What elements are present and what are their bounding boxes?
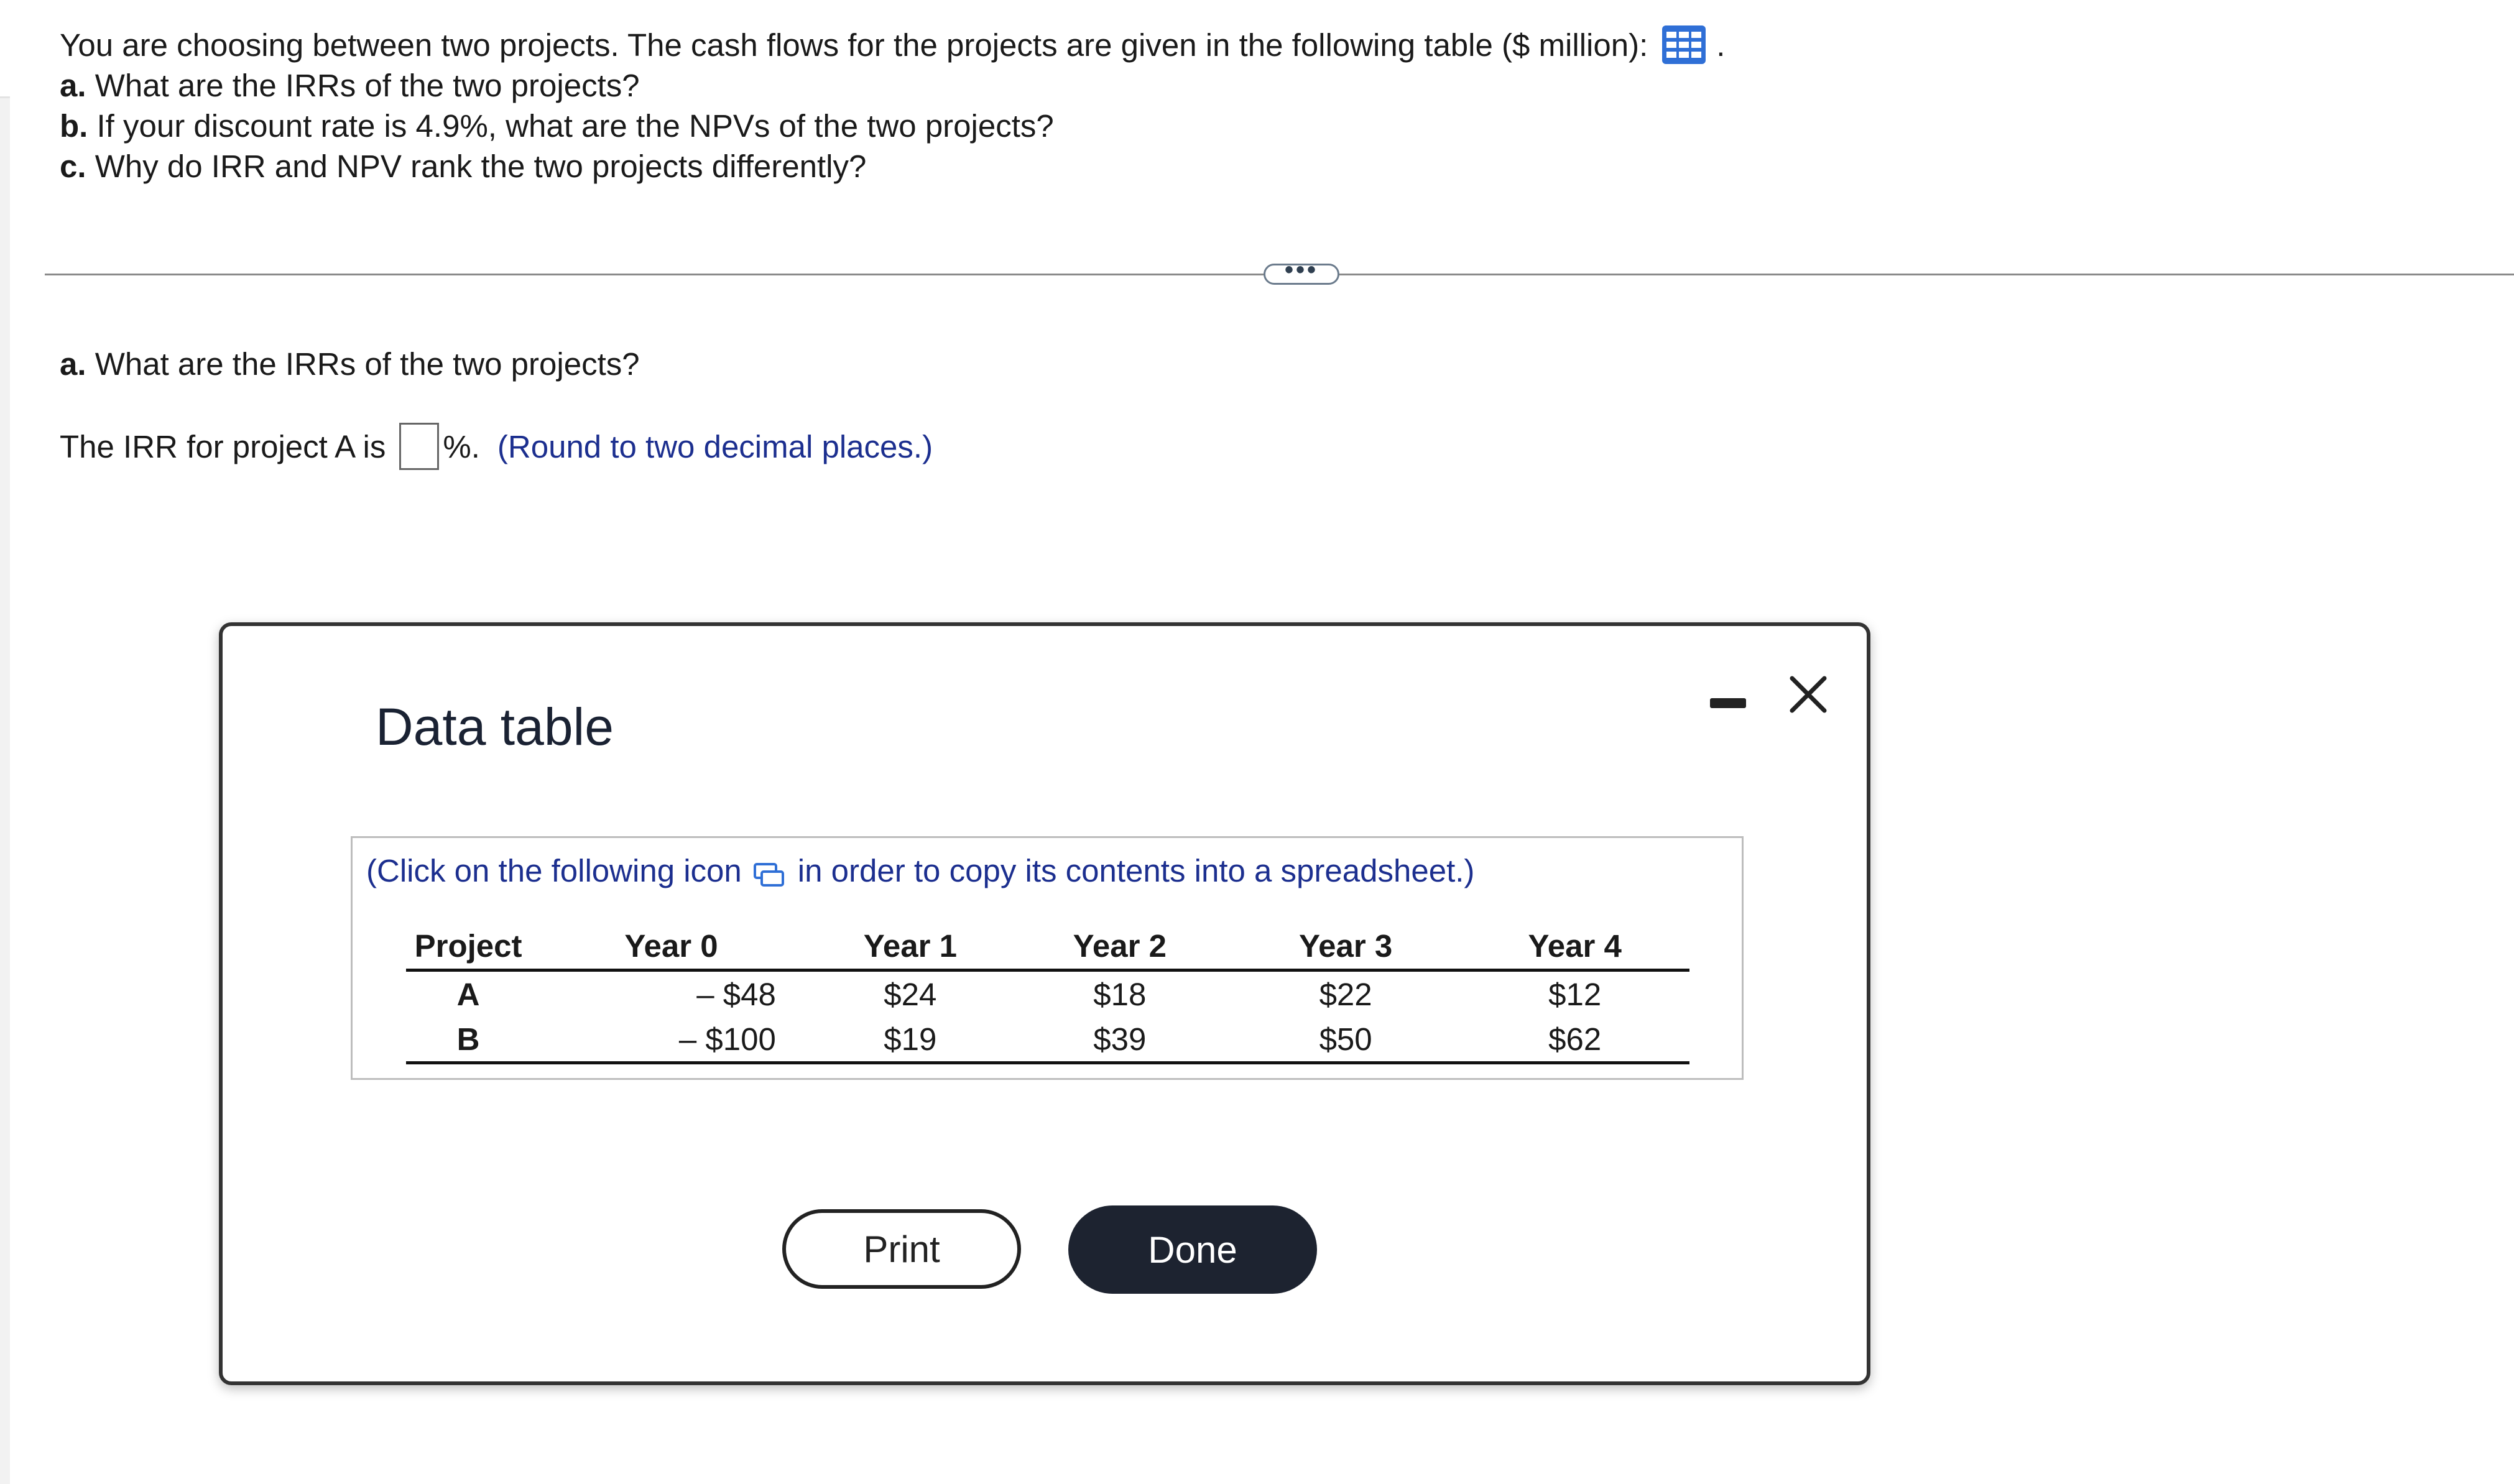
minimize-button[interactable]	[1710, 687, 1747, 717]
column-header: Year 0	[530, 923, 812, 970]
data-table-icon[interactable]	[1661, 25, 1706, 65]
project-cell: B	[406, 1016, 530, 1063]
column-header: Year 1	[812, 923, 1009, 970]
data-table-dialog	[219, 622, 1870, 1385]
question-intro-suffix: .	[1716, 27, 1726, 63]
question-intro: You are choosing between two projects. The cash flows for the projects are given in the following table ($ million):	[60, 27, 1648, 63]
irr-answer-line	[60, 423, 933, 470]
year0-cell: – $48	[696, 976, 776, 1012]
year3-cell: $50	[1231, 1016, 1461, 1063]
done-button[interactable]: Done	[1068, 1205, 1317, 1294]
year1-cell: $24	[884, 976, 937, 1012]
year2-cell: $18	[1093, 976, 1147, 1012]
question-part-a	[60, 65, 1725, 106]
year4-cell: $12	[1548, 976, 1602, 1012]
year0-cell-wrap	[530, 970, 812, 1017]
part-label: a.	[60, 68, 86, 103]
copy-hint-after: in order to copy its contents into a spreadsheet.)	[797, 853, 1475, 888]
part-label: b.	[60, 108, 88, 144]
part-a-heading	[60, 344, 640, 384]
year2-cell: $39	[1009, 1016, 1231, 1063]
print-button[interactable]: Print	[782, 1209, 1021, 1289]
left-edge-strip-top	[0, 0, 10, 98]
column-header: Year 4	[1460, 923, 1689, 970]
expand-more-button[interactable]	[1264, 256, 1339, 285]
table-header-row	[406, 923, 1689, 970]
question-intro-line	[60, 25, 1725, 65]
year1-cell: $19	[812, 1016, 1009, 1063]
irr-answer-input[interactable]	[399, 423, 439, 470]
year0-cell-wrap	[530, 1016, 812, 1063]
column-header: Year 3	[1231, 923, 1461, 970]
left-edge-strip	[0, 0, 10, 1484]
copy-to-spreadsheet-icon[interactable]	[753, 857, 784, 885]
column-header: Project	[406, 923, 530, 970]
close-icon	[1786, 672, 1831, 717]
column-header: Year 2	[1009, 923, 1231, 970]
year4-cell: $62	[1460, 1016, 1689, 1063]
copy-hint	[366, 850, 1474, 891]
table-row	[406, 1016, 1689, 1063]
part-a-heading-text: What are the IRRs of the two projects?	[86, 346, 640, 382]
question-text	[60, 25, 1725, 187]
cash-flow-table	[406, 923, 1689, 1064]
dialog-title: Data table	[376, 698, 614, 756]
question-part-b	[60, 106, 1725, 146]
part-text: What are the IRRs of the two projects?	[86, 68, 640, 103]
copy-hint-before: (Click on the following icon	[366, 853, 742, 888]
project-cell: A	[456, 976, 480, 1012]
year0-cell: – $100	[678, 1021, 776, 1057]
close-button[interactable]	[1786, 672, 1831, 717]
part-text: Why do IRR and NPV rank the two projects differently?	[86, 149, 867, 184]
irr-unit: %.	[443, 428, 480, 464]
part-label: c.	[60, 149, 86, 184]
rounding-hint: (Round to two decimal places.)	[497, 428, 933, 464]
irr-prompt: The IRR for project A is	[60, 428, 386, 464]
year3-cell: $22	[1319, 976, 1372, 1012]
table-row	[406, 970, 1689, 1017]
part-label: a.	[60, 346, 86, 382]
data-table-box	[351, 836, 1744, 1080]
question-part-c	[60, 146, 1725, 187]
part-text: If your discount rate is 4.9%, what are the NPVs of the two projects?	[88, 108, 1054, 144]
more-dots-icon: •••	[1284, 256, 1318, 283]
